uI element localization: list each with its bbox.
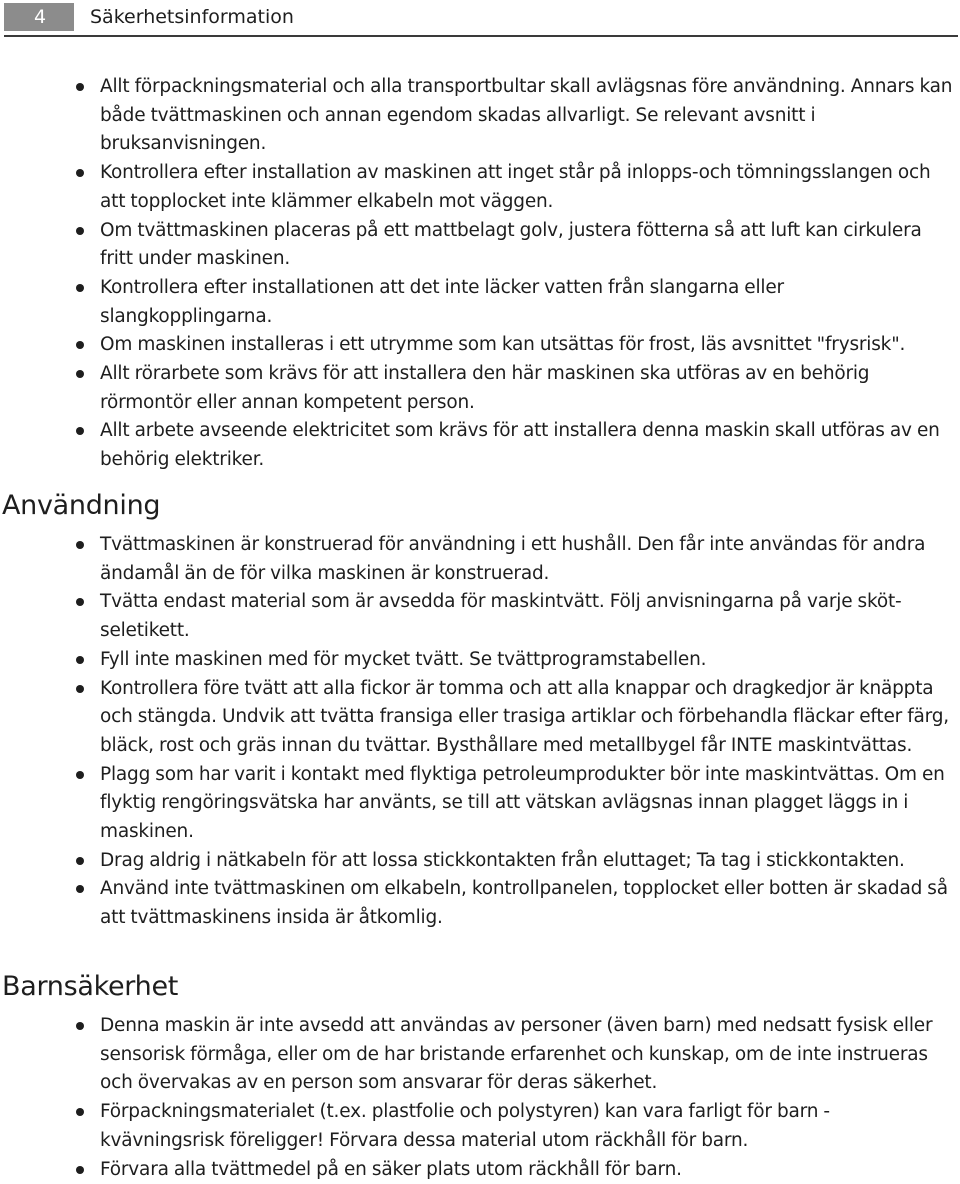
list-item-text: Drag aldrig i nätkabeln för att lossa stickkontakten från eluttaget; Ta tag i stickkontakten. <box>100 849 905 871</box>
bullet-icon <box>76 656 84 664</box>
page-number: 4 <box>4 3 74 31</box>
bullet-icon <box>76 1166 84 1174</box>
bullet-icon <box>76 169 84 177</box>
bullet-icon <box>76 541 84 549</box>
list-item <box>0 761 960 847</box>
list-item <box>0 847 960 876</box>
list-item-text: Om tvättmaskinen placeras på ett mattbelagt golv, justera fötterna så att luft kan cirkulera fritt under maskinen. <box>100 219 922 270</box>
bullet-icon <box>76 83 84 91</box>
list-item <box>0 360 960 417</box>
installation-list <box>0 73 960 475</box>
list-item <box>0 417 960 474</box>
bullet-icon <box>76 1108 84 1116</box>
list-item <box>0 588 960 645</box>
bullet-icon <box>76 685 84 693</box>
bullet-icon <box>76 857 84 865</box>
list-item <box>0 1012 960 1098</box>
list-item <box>0 1156 960 1184</box>
bullet-icon <box>76 227 84 235</box>
page-header <box>0 0 960 40</box>
list-item <box>0 531 960 588</box>
list-item-text: Kontrollera efter installation av maskinen att inget står på inlopps-och tömningsslangen och att topplocket inte klämmer elkabeln mot väggen. <box>100 162 931 212</box>
list-item-text: Allt arbete avseende elektricitet som krävs för att installera denna maskin skall utföras av en behörig elektriker. <box>100 420 940 471</box>
list-item <box>0 646 960 675</box>
bullet-icon <box>76 1022 84 1030</box>
list-item-text: Tvätta endast material som är avsedda för maskintvätt. Följ anvisningarna på varje skötseletikett. <box>100 591 902 642</box>
barnsakerhet-list <box>0 1012 960 1184</box>
bullet-icon <box>76 427 84 435</box>
list-item <box>0 675 960 761</box>
list-item-text: Allt förpackningsmaterial och alla transportbultar skall avlägsnas före användning. Annars kan både tvättmaskinen och annan egendom skadas allvarligt. Se relevant avsnitt i bruksanvisningen. <box>100 76 953 155</box>
list-item <box>0 875 960 932</box>
list-item <box>0 217 960 274</box>
list-item-text: Om maskinen installeras i ett utrymme som kan utsättas för frost, läs avsnittet "frysrisk". <box>100 334 906 356</box>
header-divider <box>4 35 958 37</box>
list-item-text: Förpackningsmaterialet (t.ex. plastfolie och polystyren) kan vara farligt för barn - kvävningsrisk föreligger! Förvara dessa material utom räckhåll för barn. <box>100 1101 830 1151</box>
bullet-icon <box>76 598 84 606</box>
list-item <box>0 159 960 216</box>
list-item-text: Allt rörarbete som krävs för att installera den här maskinen ska utföras av en behörig rörmontör eller annan kompetent person. <box>100 363 870 413</box>
bullet-icon <box>76 370 84 378</box>
section-heading-barnsakerhet: Barnsäkerhet <box>2 971 179 1002</box>
bullet-icon <box>76 284 84 292</box>
bullet-icon <box>76 771 84 779</box>
list-item-text: Tvättmaskinen är konstruerad för användning i ett hushåll. Den får inte användas för andra ändamål än de för vilka maskinen är konstruerad. <box>100 534 926 584</box>
list-item-text: Förvara alla tvättmedel på en säker plats utom räckhåll för barn. <box>100 1158 682 1180</box>
bullet-icon <box>76 885 84 893</box>
list-item-text: Kontrollera före tvätt att alla fickor är tomma och att alla knappar och dragkedjor är knäppta och stängda. Undvik att tvätta fransiga eller trasiga artiklar och förbehandla fläckar efter färg, bläck, rost och gräs innan du tvättar. Bysthållare med metallbygel får INTE maskintvättas. <box>100 677 949 756</box>
section-heading-anvandning: Användning <box>2 490 161 521</box>
list-item <box>0 331 960 360</box>
list-item-text: Denna maskin är inte avsedd att användas av personer (även barn) med nedsatt fysisk eller sensorisk förmåga, eller om de har bristande erfarenhet och kunskap, om de inte instrueras och övervakas av en person som ansvarar för deras säkerhet. <box>100 1015 933 1094</box>
list-item-text: Plagg som har varit i kontakt med flyktiga petroleumprodukter bör inte maskintvättas. Om en flyktig rengöringsvätska har använts, se till att vätskan avlägsnas innan plagget läggs in i maskinen. <box>100 763 945 843</box>
list-item-text: Använd inte tvättmaskinen om elkabeln, kontrollpanelen, topplocket eller botten är skadad så att tvättmaskinens insida är åtkomlig. <box>100 878 948 929</box>
list-item <box>0 1098 960 1155</box>
list-item <box>0 274 960 331</box>
bullet-icon <box>76 341 84 349</box>
list-item-text: Kontrollera efter installationen att det inte läcker vatten från slangarna eller slangkopplingarna. <box>100 276 784 327</box>
page-title: Säkerhetsinformation <box>90 6 294 28</box>
list-item <box>0 73 960 159</box>
list-item-text: Fyll inte maskinen med för mycket tvätt. Se tvättprogramstabellen. <box>100 648 707 670</box>
anvandning-list <box>0 531 960 933</box>
